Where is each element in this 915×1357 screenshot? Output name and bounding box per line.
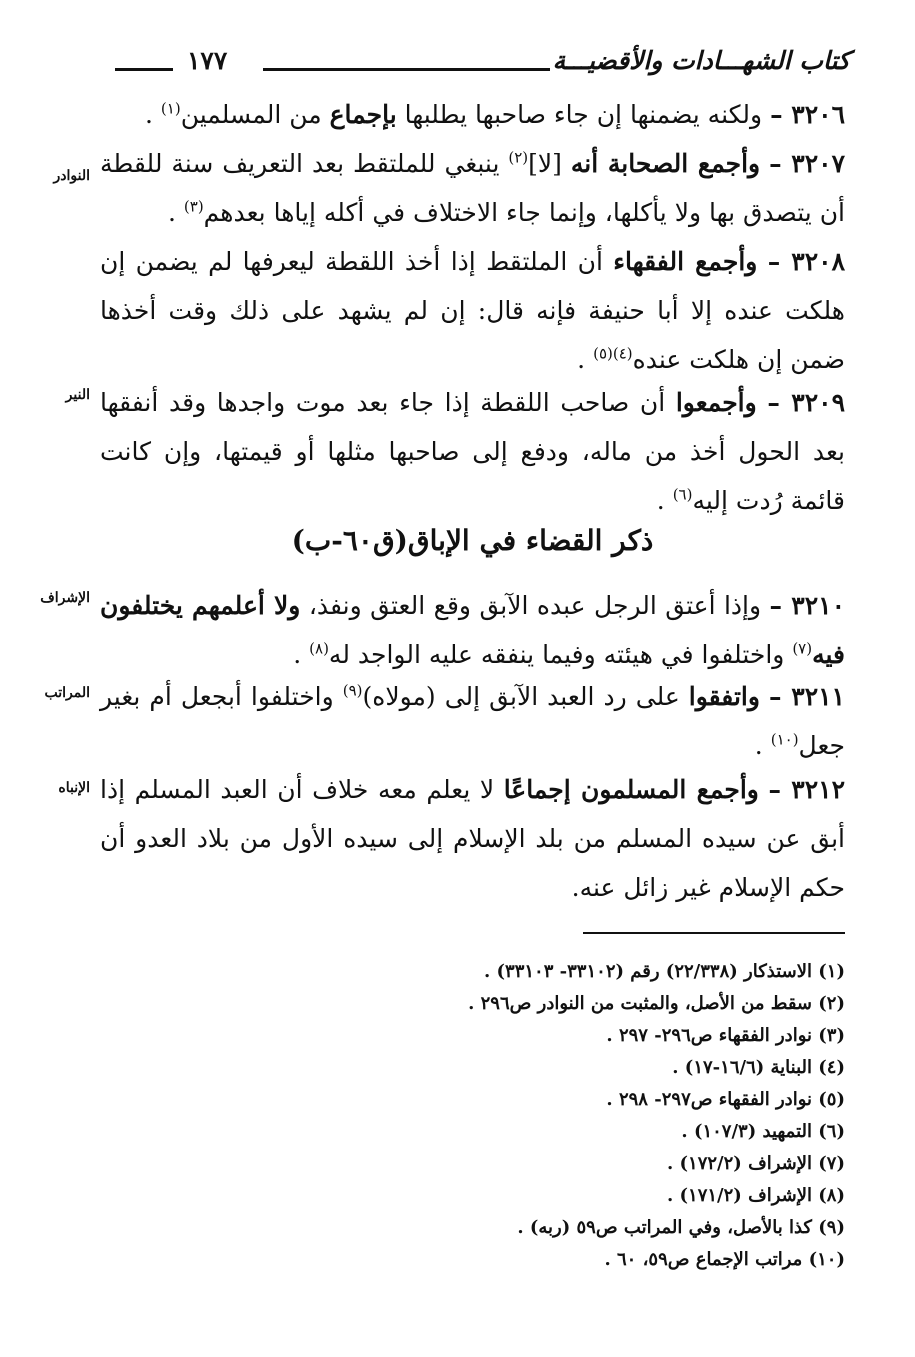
paragraph-text: وأجمع الفقهاء أن الملتقط إذا أخذ اللقطة ليعرفها لم يضمن إن هلكت عنده إلا أبا حنيفة فإنه قال: إن لم يشهد على ذلك وقت أخذها ضمن إن هلكت عنده$^{(٤)(٥)}$ .: [100, 247, 845, 374]
paragraph-text: واتفقوا على رد العبد الآبق إلى (مولاه)$^{(٩)}$ واختلفوا أبجعل أم بغير جعل$^{(١٠)}$ .: [100, 681, 845, 760]
paragraph-text: وأجمع المسلمون إجماعًا لا يعلم معه خلاف أن العبد المسلم إذا أبق عن سيده المسلم من بلد الإسلام إلى سيده الأول من بلاد العدو أن حكم الإسلام غير زائل عنه.: [100, 775, 845, 902]
paragraph-text: وإذا أعتق الرجل عبده الآبق وقع العتق ونفذ، ولا أعلمهم يختلفون فيه$^{(٧)}$ واختلفوا في هيئته وفيما ينفقه عليه الواجد له$^{(٨)}$ .: [100, 591, 845, 669]
paragraph-3207: [100, 139, 845, 237]
margin-source-note: الإنباه: [58, 780, 90, 796]
footnote: (٥) نوادر الفقهاء ص٢٩٧- ٢٩٨ .: [606, 1089, 845, 1110]
footnote: (٢) سقط من الأصل، والمثبت من النوادر ص٢٩٦ .: [468, 993, 845, 1014]
paragraph-text: وأجمعوا أن صاحب اللقطة إذا جاء بعد موت واجدها وقد أنفقها بعد الحول أخذ من ماله، ودفع إلى صاحبها مثلها أو قيمتها، وإن كانت قائمة رُدت إليه$^{(٦)}$ .: [100, 388, 845, 515]
margin-source-note: المراتب: [44, 685, 90, 701]
header-rule: [115, 68, 173, 71]
page-number: ١٧٧: [187, 46, 228, 75]
margin-source-note: النير: [65, 387, 90, 403]
header-title: كتاب الشهـــادات والأقضيـــة: [552, 46, 850, 75]
footnote: (٤) البناية (١٦/٦-١٧) .: [672, 1057, 845, 1078]
footnote: (١٠) مراتب الإجماع ص٥٩، ٦٠ .: [604, 1249, 845, 1270]
paragraph-3209: [100, 378, 845, 525]
margin-source-note: النوادر: [53, 168, 90, 184]
footnote: (٩) كذا بالأصل، وفي المراتب ص٥٩ (ربه) .: [517, 1217, 845, 1238]
paragraph-text: ولكنه يضمنها إن جاء صاحبها يطلبها بإجماع من المسلمين$^{(١)}$ .: [145, 99, 771, 129]
footnote: (١) الاستذكار (٢٢/٣٣٨) رقم (٣٣١٠٢- ٣٣١٠٣) .: [483, 961, 845, 982]
footnotes-list: [145, 956, 845, 1276]
paragraph-3212: [100, 765, 845, 912]
footnote: (٣) نوادر الفقهاء ص٢٩٦- ٢٩٧ .: [606, 1025, 845, 1046]
paragraph-number: ٣٢١١ –: [768, 682, 845, 711]
paragraph-number: ٣٢٠٨ –: [767, 247, 845, 276]
header-rule: [263, 68, 550, 71]
section-heading: ذكر القضاء في الإباق(ق٦٠-ب): [291, 524, 654, 557]
paragraph-number: ٣٢٠٧ –: [769, 149, 845, 178]
footnote: (٦) التمهيد (١٠٧/٣) .: [681, 1121, 845, 1142]
footnote: (٧) الإشراف (١٧٢/٢) .: [666, 1153, 845, 1174]
paragraph-3206: [100, 90, 845, 139]
margin-source-note: الإشراف: [40, 590, 90, 606]
footnote-separator: [583, 932, 845, 934]
paragraph-number: ٣٢١٠ –: [769, 591, 845, 620]
paragraph-3208: [100, 237, 845, 384]
paragraph-3210: [100, 581, 845, 679]
paragraph-number: ٣٢٠٦ –: [770, 100, 845, 129]
paragraph-3211: [100, 672, 845, 770]
paragraph-number: ٣٢٠٩ –: [767, 388, 845, 417]
paragraph-number: ٣٢١٢ –: [768, 775, 845, 804]
footnote: (٨) الإشراف (١٧١/٢) .: [666, 1185, 845, 1206]
paragraph-text: وأجمع الصحابة أنه [لا]$^{(٢)}$ ينبغي للملتقط بعد التعريف سنة للقطة أن يتصدق بها ولا يأكلها، وإنما جاء الاختلاف في أكله إياها بعدهم$^{(٣)}$ .: [100, 148, 845, 227]
running-header: [115, 44, 850, 84]
